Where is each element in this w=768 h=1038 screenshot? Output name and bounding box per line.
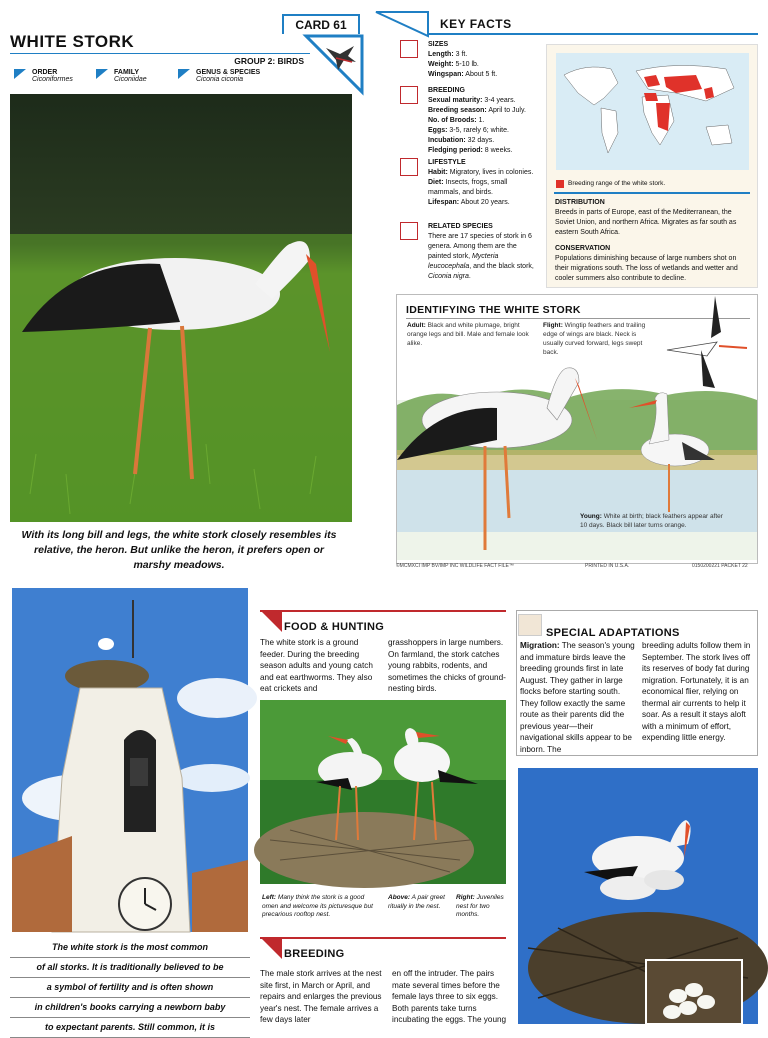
taxonomy-species: GENUS & SPECIES Ciconia ciconia [178, 69, 260, 83]
stork-icon [400, 86, 418, 104]
group-label: GROUP 2: BIRDS [10, 53, 310, 67]
page-title: WHITE STORK [10, 32, 135, 51]
world-map [556, 53, 749, 170]
fact-lifestyle: LIFESTYLE Habit: Migratory, lives in colonies. Diet: Insects, frogs, small mammals, and birds. Lifespan: About 20 years. [428, 159, 534, 206]
belltower-nest-photo [12, 588, 248, 932]
stork-flight-icon [304, 32, 364, 94]
copyright: ©MCMXCI IMP BV/IMP INC WILDLIFE FACT FILE™ [396, 563, 514, 569]
conservation-block: CONSERVATION Populations diminishing because of large numbers shot on their migrations south. The loss of wetlands and wetter and cooler summers also contribute to decline. [555, 245, 738, 282]
nest-juveniles-photo [518, 768, 758, 1024]
main-stork-photo [10, 94, 352, 522]
food-title: FOOD & HUNTING [284, 621, 385, 633]
flag-icon [178, 69, 190, 79]
fact-sizes: SIZES Length: 3 ft. Weight: 5-10 lb. Wingspan: About 5 ft. [428, 41, 498, 78]
fact-related: RELATED SPECIES There are 17 species of stork in 6 genera. Among them are the painted stork, Mycteria leucocephala, and the black stork, Ciconia nigra. [428, 223, 534, 280]
key-facts-title: KEY FACTS [440, 17, 512, 31]
stork-icon [400, 222, 418, 240]
food-col-1: The white stork is a ground feeder. During the breeding season adults and young catch and eat earthworms. They also eat crickets and [260, 638, 373, 693]
breeding-col-1: The male stork arrives at the nest site first, in March or April, and repairs and enlarges the previous year's nest. The female arrives a few days later [260, 969, 382, 1024]
packet-number: 0150200221 PACKET 22 [692, 563, 748, 569]
taxonomy-family: FAMILY Ciconiidae [96, 69, 147, 83]
legend-swatch [556, 180, 564, 188]
adaptations-col-2: breeding adults follow them in September. The stork lives off its reserves of body fat during migration. Fortunately, it is an economical flier, relying on thermal air currents to help it soar. As a result it stays aloft with a minimum of effort, expending little energy. [642, 641, 751, 742]
adult-note: Adult: Black and white plumage, bright orange legs and bill. Male and female look alike. [407, 322, 529, 347]
adaptations-col-1: Migration: The season's young and immature birds leave the breeding grounds first in late August. They gather in large flocks before starting south. They follow exactly the same route as their parents did the previous year—their navigational skills appear to be inborn. The [520, 641, 635, 754]
flag-icon [14, 69, 26, 79]
food-col-2: grasshoppers in large numbers. On farmland, the stork catches young rabbits, rodents, and sometimes the chicks of ground-nesting birds. [388, 638, 506, 693]
key-facts-banner [376, 12, 758, 36]
flight-note: Flight: Wingtip feathers and trailing edge of wings are black. Neck is usually curved forward, legs swept back. [543, 322, 646, 356]
main-photo-caption: With its long bill and legs, the white stork closely resembles its relative, the heron. But unlike the heron, it prefers open or marshy meadows. [21, 529, 337, 571]
printed-note: PRINTED IN U.S.A. [585, 563, 630, 569]
distribution-block: DISTRIBUTION Breeds in parts of Europe, east of the Mediterranean, the Soviet Union, and northern Africa. Migrates as far south as eastern South Africa. [555, 199, 737, 236]
pair-nest-photo [260, 700, 506, 884]
map-legend: Breeding range of the white stork. [568, 180, 666, 187]
stork-head-icon [518, 614, 542, 636]
caption-right: Right: Juveniles nest for two months. [456, 894, 504, 918]
card-number: CARD 61 [282, 14, 360, 34]
breeding-title: BREEDING [284, 948, 345, 960]
caption-left: Left: Many think the stork is a good omen and welcome its picturesque but precarious rooftop nest. [262, 894, 373, 918]
caption-above: Above: A pair greet ritually in the nest. [388, 894, 445, 910]
breeding-col-2: en off the intruder. The pairs mate several times before the female lays three to six eggs. Both parents take turns incubating the eggs. The young [392, 969, 507, 1024]
adaptations-title: SPECIAL ADAPTATIONS [546, 627, 680, 639]
divider [554, 192, 750, 194]
stork-icon [400, 40, 418, 58]
flag-icon [96, 69, 108, 79]
young-note: Young: White at birth; black feathers appear after 10 days. Black bill later turns orange. [580, 513, 723, 529]
identifying-title: IDENTIFYING THE WHITE STORK [406, 304, 581, 316]
fact-breeding: BREEDING Sexual maturity: 3-4 years. Breeding season: April to July. No. of Broods: 1. Eggs: 3-5, rarely 6; white. Incubation: 32 days. Fledging period: 8 weeks. [428, 87, 526, 154]
stork-icon [400, 158, 418, 176]
belltower-caption: The white stork is the most common of all storks. It is traditionally believed to be a symbol of fertility and is often shown in children's books carrying a newborn baby to expectant parents. Still common, it is [10, 938, 250, 1038]
taxonomy-order: ORDER Ciconiformes [14, 69, 73, 83]
